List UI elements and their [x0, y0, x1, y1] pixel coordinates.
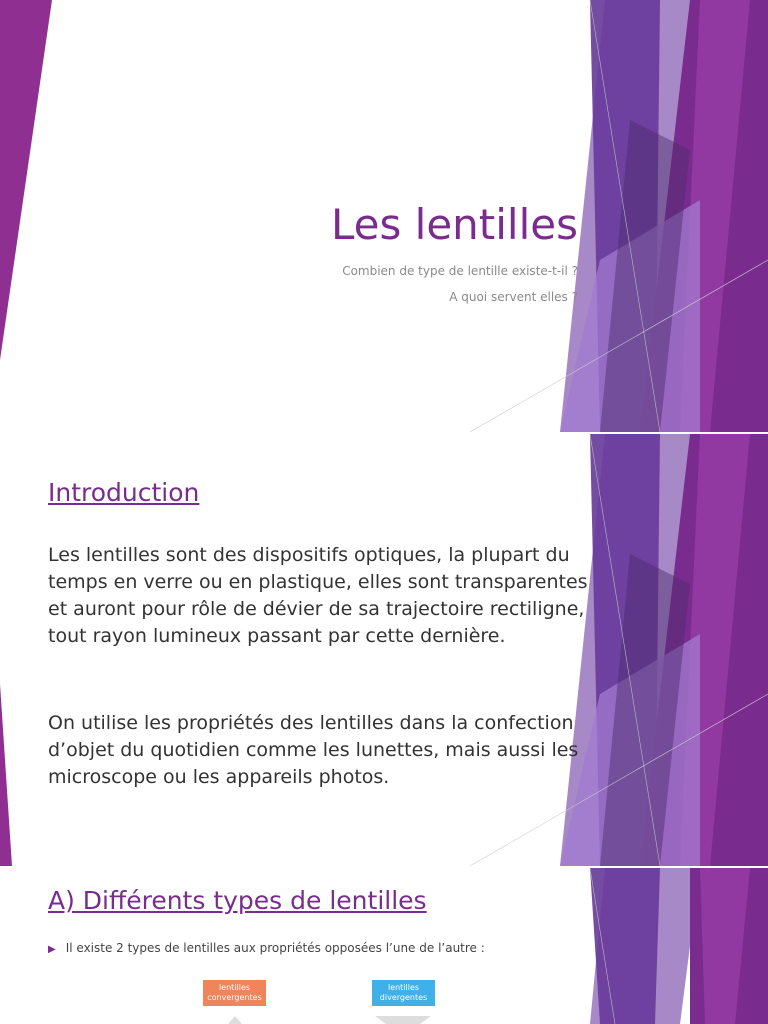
- slide-lens-types: [0, 868, 768, 1024]
- slide-title-text: Les lentilles: [330, 200, 578, 249]
- introduction-paragraph-1: Les lentilles sont des dispositifs optiques, la plupart du temps en verre ou en plastique, elles sont transparentes et auront pour rôle de dévier de sa trajectoire rectiligne, tout rayon lumineux passant par cette dernière.: [48, 544, 588, 647]
- subtitle-line: Combien de type de lentille existe-t-il ?: [342, 264, 578, 278]
- introduction-heading: Introduction: [48, 478, 200, 507]
- subtitle-line: A quoi servent elles ?: [449, 290, 578, 304]
- slide-subtitle: [342, 258, 578, 310]
- introduction-paragraph-2: On utilise les propriétés des lentilles dans la confection d’objet du quotidien comme les lunettes, mais aussi les microscope ou les appareils photos.: [48, 712, 579, 788]
- bullet-text: Il existe 2 types de lentilles aux propriétés opposées l’une de l’autre :: [65, 941, 485, 955]
- slide-title: [0, 0, 768, 432]
- converging-lens-box: lentilles convergentes: [203, 980, 266, 1006]
- slide-introduction: [0, 434, 768, 866]
- bullet-item: [48, 941, 485, 955]
- lens-types-heading: A) Différents types de lentilles: [48, 886, 427, 915]
- diverging-lens-box: lentilles divergentes: [372, 980, 435, 1006]
- bullet-arrow-icon: ▶: [48, 944, 56, 955]
